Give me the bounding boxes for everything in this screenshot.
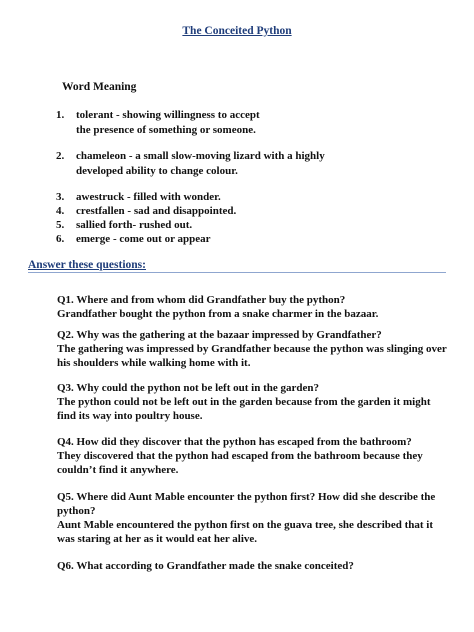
question-text: Q3. Why could the python not be left out in the garden? — [57, 382, 319, 394]
item-line: crestfallen - sad and disappointed. — [76, 205, 237, 217]
item-number: 6. — [56, 233, 65, 245]
answer-text: Aunt Mable encountered the python first on the guava tree, she described that it was staring at her as it would eat her alive. — [57, 519, 434, 545]
item-line: awestruck - filled with wonder. — [76, 191, 221, 203]
word-meaning-item — [56, 204, 396, 219]
item-number: 1. — [56, 109, 65, 121]
answer-text: The python could not be left out in the garden because from the garden it might find its way into poultry house. — [57, 396, 431, 422]
word-meaning-item — [56, 218, 396, 233]
word-meaning-item — [56, 149, 396, 179]
question-text: Q6. What according to Grandfather made the snake conceited? — [57, 560, 354, 572]
word-meaning-item — [56, 108, 396, 138]
item-line-continued: developed ability to change colour. — [76, 165, 238, 177]
question-block — [57, 381, 447, 423]
question-block — [57, 490, 447, 546]
item-number: 2. — [56, 150, 65, 162]
question-text: Q2. Why was the gathering at the bazaar impressed by Grandfather? — [57, 329, 382, 341]
item-number: 4. — [56, 205, 65, 217]
question-text: Q4. How did they discover that the python has escaped from the bathroom? — [57, 436, 412, 448]
question-text: Q5. Where did Aunt Mable encounter the python first? How did she describe the python? — [57, 491, 436, 517]
question-block — [57, 328, 447, 370]
question-block — [57, 559, 447, 573]
question-block — [57, 293, 447, 321]
answer-text: The gathering was impressed by Grandfather because the python was slinging over his shoulders while walking home with it. — [57, 343, 447, 369]
word-meaning-item — [56, 232, 396, 247]
item-line-continued: the presence of something or someone. — [76, 124, 256, 136]
section-divider — [28, 272, 446, 273]
answer-text: Grandfather bought the python from a snake charmer in the bazaar. — [57, 308, 379, 320]
question-text: Q1. Where and from whom did Grandfather buy the python? — [57, 294, 346, 306]
item-line: sallied forth- rushed out. — [76, 219, 193, 231]
question-block — [57, 435, 447, 477]
page-title: The Conceited Python — [182, 25, 292, 37]
answer-text: They discovered that the python had escaped from the bathroom because they couldn’t find it anywhere. — [57, 450, 423, 476]
word-meaning-item — [56, 190, 396, 205]
item-line: chameleon - a small slow-moving lizard with a highly — [76, 150, 325, 162]
item-line: emerge - come out or appear — [76, 233, 211, 245]
item-number: 3. — [56, 191, 65, 203]
word-meaning-heading: Word Meaning — [62, 81, 137, 93]
item-line: tolerant - showing willingness to accept — [76, 109, 260, 121]
item-number: 5. — [56, 219, 65, 231]
answer-questions-heading: Answer these questions: — [28, 259, 146, 271]
